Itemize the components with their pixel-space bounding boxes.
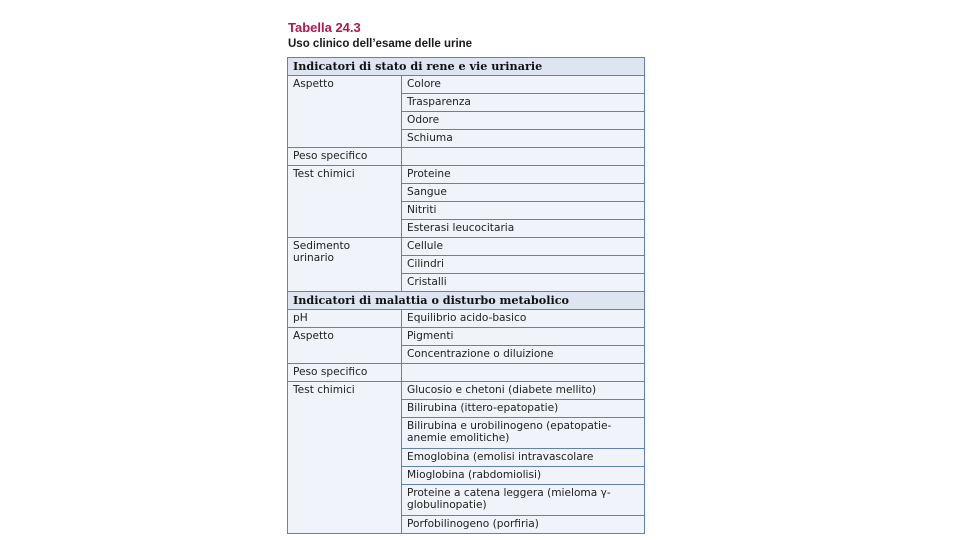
row-group-label: Test chimici xyxy=(288,382,402,534)
table-row xyxy=(288,310,645,328)
row-value: Equilibrio acido-basico xyxy=(402,310,645,328)
row-value: Cristalli xyxy=(402,274,645,292)
section-header-row xyxy=(288,58,645,76)
table-row xyxy=(288,166,645,184)
row-group-label: Sedimento urinario xyxy=(288,238,402,292)
row-value: Mioglobina (rabdomiolisi) xyxy=(402,467,645,485)
row-group-label: Aspetto xyxy=(288,328,402,364)
table-row xyxy=(288,148,645,166)
row-value: Cellule xyxy=(402,238,645,256)
urinalysis-table xyxy=(287,57,645,534)
table-row xyxy=(288,76,645,94)
row-value: Bilirubina (ittero-epatopatie) xyxy=(402,400,645,418)
section-title: Indicatori di malattia o disturbo metabolico xyxy=(288,292,645,310)
row-value xyxy=(402,364,645,382)
row-value xyxy=(402,148,645,166)
row-group-label: pH xyxy=(288,310,402,328)
row-value: Glucosio e chetoni (diabete mellito) xyxy=(402,382,645,400)
row-group-label: Peso specifico xyxy=(288,148,402,166)
row-value: Cilindri xyxy=(402,256,645,274)
section-header-row xyxy=(288,292,645,310)
table-number: Tabella 24.3 xyxy=(288,20,361,35)
table-row xyxy=(288,328,645,346)
table-caption: Uso clinico dell’esame delle urine xyxy=(288,38,473,50)
row-group-label: Peso specifico xyxy=(288,364,402,382)
row-value: Colore xyxy=(402,76,645,94)
row-value: Sangue xyxy=(402,184,645,202)
row-value: Proteine xyxy=(402,166,645,184)
table-row xyxy=(288,238,645,256)
table-row xyxy=(288,382,645,400)
row-value: Porfobilinogeno (porfiria) xyxy=(402,516,645,534)
section-title: Indicatori di stato di rene e vie urinarie xyxy=(288,58,645,76)
row-value: Esterasi leucocitaria xyxy=(402,220,645,238)
row-group-label: Aspetto xyxy=(288,76,402,148)
row-value: Concentrazione o diluizione xyxy=(402,346,645,364)
row-value: Proteine a catena leggera (mieloma γ-globulinopatie) xyxy=(402,485,645,516)
row-value: Bilirubina e urobilinogeno (epatopatie-anemie emolitiche) xyxy=(402,418,645,449)
row-value: Odore xyxy=(402,112,645,130)
row-value: Pigmenti xyxy=(402,328,645,346)
table-row xyxy=(288,364,645,382)
row-value: Schiuma xyxy=(402,130,645,148)
row-value: Trasparenza xyxy=(402,94,645,112)
row-group-label: Test chimici xyxy=(288,166,402,238)
row-value: Emoglobina (emolisi intravascolare xyxy=(402,449,645,467)
table-body xyxy=(288,58,645,534)
row-value: Nitriti xyxy=(402,202,645,220)
